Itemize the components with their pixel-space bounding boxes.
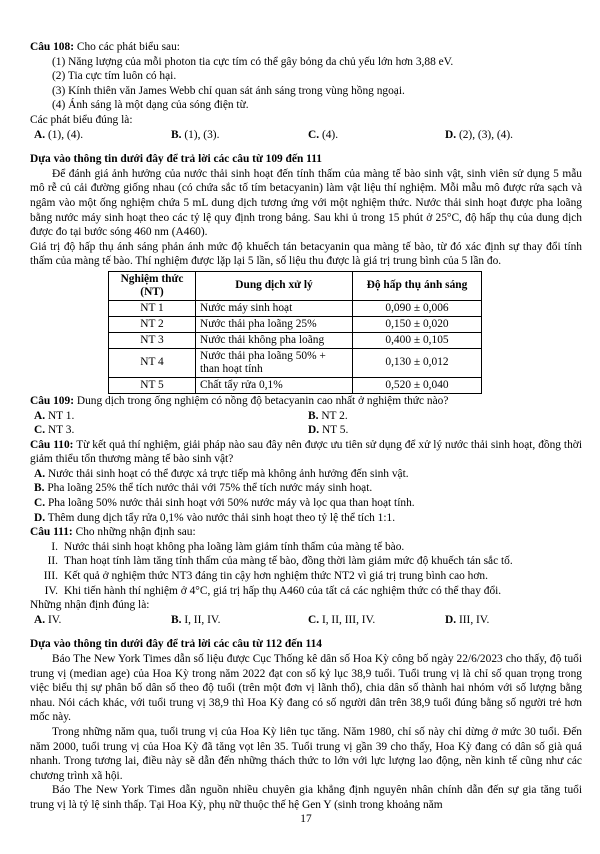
question-prompt: Các phát biểu đúng là: xyxy=(30,113,133,126)
section-heading: Dựa vào thông tin dưới đây để trả lời các câu từ 109 đến 111 xyxy=(30,153,322,166)
table-row xyxy=(109,316,482,332)
statement: (2) Tia cực tím luôn có hại. xyxy=(52,70,177,83)
table-row xyxy=(109,300,482,316)
table-cell: NT 4 xyxy=(109,348,196,377)
table-row xyxy=(109,377,482,393)
table-cell: Nước thải pha loãng 50% + than hoạt tính xyxy=(196,348,353,377)
question-stem: Dung dịch trong ống nghiệm có nồng độ betacyanin cao nhất ở nghiệm thức nào? xyxy=(76,394,449,407)
answer-options xyxy=(30,409,582,438)
statement: IV. Khi tiến hành thí nghiệm ở 4°C, giá trị hấp thụ A460 của tất cả các nghiệm thức có thể thay đổi. xyxy=(44,584,502,597)
option-d[interactable]: D. Thêm dung dịch tẩy rửa 0,1% vào nước thải sinh hoạt theo tỷ lệ thể tích 1:1. xyxy=(34,511,396,524)
option-d[interactable]: D. (2), (3), (4). xyxy=(445,128,514,141)
table-cell: 0,150 ± 0,020 xyxy=(353,316,482,332)
option-d[interactable]: D. NT 5. xyxy=(308,424,349,437)
table-cell: 0,520 ± 0,040 xyxy=(353,377,482,393)
passage-paragraph: Báo The New York Times dẫn nguồn nhiều chuyên gia khẳng định nguyên nhân chính dẫn đến sự gia tăng tuổi trung vị là tỷ lệ sinh thấp. Tại Hoa Kỳ, phụ nữ thuộc thế hệ Gen Y (sinh trong khoảng năm xyxy=(30,784,582,811)
section-heading: Dựa vào thông tin dưới đây để trả lời các câu từ 112 đến 114 xyxy=(30,638,322,651)
table-header: Nghiệm thức (NT) xyxy=(109,271,196,300)
option-c[interactable]: C. I, II, III, IV. xyxy=(308,613,376,626)
table-cell: NT 1 xyxy=(109,300,196,316)
question-108 xyxy=(30,40,582,142)
statement: I. Nước thải sinh hoạt không pha loãng làm giảm tính thấm của màng tế bào. xyxy=(51,540,405,553)
table-cell: NT 5 xyxy=(109,377,196,393)
option-a[interactable]: A. (1), (4). xyxy=(34,128,84,141)
option-a[interactable]: A. NT 1. xyxy=(34,409,75,422)
table-row xyxy=(109,332,482,348)
statement: II. Than hoạt tính làm tăng tính thấm của màng tế bào, đồng thời làm giảm mức độ khuếch tán sắc tố. xyxy=(47,555,513,568)
option-d[interactable]: D. III, IV. xyxy=(445,613,490,626)
question-109 xyxy=(30,394,582,438)
table-cell: Nước máy sinh hoạt xyxy=(196,300,353,316)
passage-paragraph: Trong những năm qua, tuổi trung vị của Hoa Kỳ liên tục tăng. Năm 1980, chỉ số này chỉ dừng ở mức 30 tuổi. Đến năm 2000, tuổi trung vị của Hoa Kỳ đã tăng vọt lên 35. Tuổi trung vị gần 39 cho thấy, Hoa Kỳ đang có dân số già quá nhanh. Trong tương lai, điều này sẽ dẫn đến những thách thức to lớn với lực lượng lao động, nền kinh tế cũng như các chương trình xã hội. xyxy=(30,725,582,782)
statement: (4) Ánh sáng là một dạng của sóng điện từ. xyxy=(52,99,249,112)
question-label: Câu 108: xyxy=(30,41,74,53)
table-header: Dung dịch xử lý xyxy=(196,271,353,300)
option-b[interactable]: B. I, II, IV. xyxy=(171,613,221,626)
passage-paragraph: Báo The New York Times dẫn số liệu được Cục Thống kê dân số Hoa Kỳ công bố ngày 22/6/2023 cho thấy, độ tuổi trung vị (median age) của Hoa Kỳ trong năm 2022 đạt con số kỷ lục 38,9 tuổi. Tuổi trung vị là chỉ số quan trọng trong việc biểu thị sự phân bố dân số theo độ tuổi (trên một đơn vị lãnh thổ), chia dân số thành hai nhóm với số lượng bằng nhau. Nói cách khác, với tuổi trung vị 38,9 thì Hoa Kỳ đang có số người dân trên 38,9 tuổi đúng bằng số người trẻ hơn mốc này. xyxy=(30,653,582,724)
table-row xyxy=(109,348,482,377)
table-cell: Nước thải không pha loãng xyxy=(196,332,353,348)
option-a[interactable]: A. IV. xyxy=(34,613,62,626)
table-cell: Nước thải pha loãng 25% xyxy=(196,316,353,332)
option-b[interactable]: B. (1), (3). xyxy=(171,128,220,141)
table-cell: NT 3 xyxy=(109,332,196,348)
data-table xyxy=(108,271,482,394)
table-cell: 0,090 ± 0,006 xyxy=(353,300,482,316)
question-prompt: Những nhận định đúng là: xyxy=(30,599,150,612)
answer-options xyxy=(30,128,582,143)
question-stem: Cho những nhận định sau: xyxy=(75,526,196,539)
question-110 xyxy=(30,438,582,526)
option-c[interactable]: C. NT 3. xyxy=(34,424,75,437)
answer-options xyxy=(30,613,582,628)
question-label: Câu 109: xyxy=(30,394,74,407)
question-label: Câu 110: xyxy=(30,438,74,451)
passage-paragraph: Giá trị độ hấp thụ ánh sáng phản ánh mức độ khuếch tán betacyanin qua màng tế bào, từ đó xác định sự thay đổi tính thấm của màng tế bào. Thí nghiệm được lặp lại 5 lần, số liệu thu được là giá trị trung bình của 5 lần đo. xyxy=(30,240,582,268)
table-header: Độ hấp thụ ánh sáng xyxy=(353,271,482,300)
statement: (3) Kính thiên văn James Webb chỉ quan sát ánh sáng trong vùng hồng ngoại. xyxy=(52,84,405,97)
question-stem: Từ kết quả thí nghiệm, giải pháp nào sau đây nên được ưu tiên sử dụng để xử lý nước thải sinh hoạt, đồng thời giảm thiểu tổn thương màng tế bào sinh vật? xyxy=(30,438,582,466)
option-c[interactable]: C. Pha loãng 50% nước thải sinh hoạt với 50% nước máy và lọc qua than hoạt tính. xyxy=(34,497,415,510)
table-cell: Chất tẩy rửa 0,1% xyxy=(196,377,353,393)
option-b[interactable]: B. NT 2. xyxy=(308,409,348,422)
question-stem: Cho các phát biểu sau: xyxy=(76,41,180,53)
table-cell: 0,400 ± 0,105 xyxy=(353,332,482,348)
option-a[interactable]: A. Nước thải sinh hoạt có thể được xả trực tiếp mà không ảnh hưởng đến sinh vật. xyxy=(34,467,409,480)
statement: III. Kết quả ở nghiệm thức NT3 đáng tin cậy hơn nghiệm thức NT2 vì giá trị trung bình cao hơn. xyxy=(43,570,488,583)
statement: (1) Năng lượng của mỗi photon tia cực tím có thể gây bỏng da chủ yếu lớn hơn 3,88 eV. xyxy=(52,55,454,68)
question-label: Câu 111: xyxy=(30,526,73,539)
option-c[interactable]: C. (4). xyxy=(308,128,339,141)
document-page xyxy=(30,0,582,825)
option-b[interactable]: B. Pha loãng 25% thể tích nước thải với 75% thể tích nước máy sinh hoạt. xyxy=(34,482,373,495)
page-number: 17 xyxy=(300,813,312,825)
passage-paragraph: Để đánh giá ảnh hưởng của nước thải sinh hoạt đến tính thấm của màng tế bào sinh vật, sinh viên sử dụng 5 mẫu mô rễ củ cải đường giống nhau (có chứa sắc tố tím betacyanin) làm vật liệu thí nghiệm. Mỗi mẫu mô được rửa sạch và ngâm vào một ống nghiệm chứa 5 mL dung dịch tương ứng với một nghiệm thức. Nước thải sinh hoạt được pha loãng bằng nước máy sinh hoạt theo các tỷ lệ quy định trong bảng. Sau khi ủ trong 15 phút ở 25°C, độ hấp thụ của dung dịch được đo tại bước sóng 460 nm (A460). xyxy=(30,167,582,239)
table-cell: NT 2 xyxy=(109,316,196,332)
question-111 xyxy=(30,525,582,627)
table-cell: 0,130 ± 0,012 xyxy=(353,348,482,377)
table-header-row xyxy=(109,271,482,300)
